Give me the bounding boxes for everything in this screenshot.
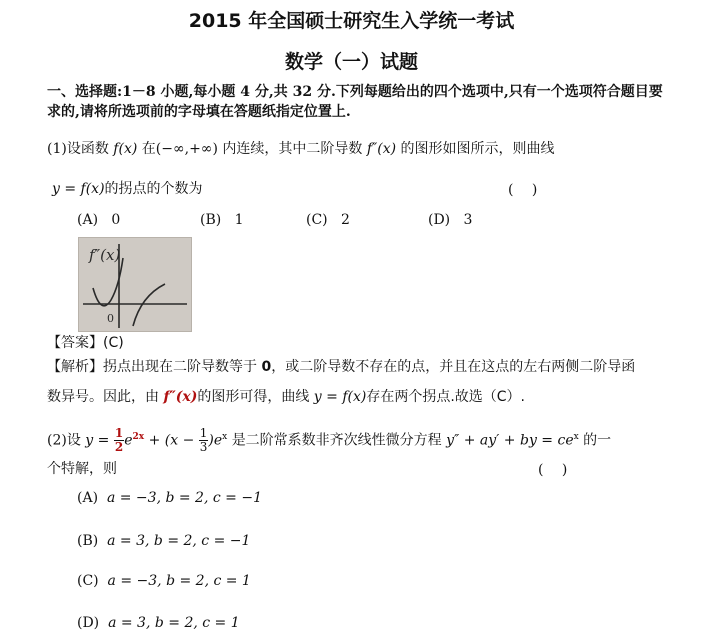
option-value: 3 <box>463 212 473 228</box>
analysis-fx: y = f(x) <box>313 389 367 405</box>
q2-e2x: e <box>124 432 133 449</box>
question-number: (1) <box>47 141 67 157</box>
question-number: (2) <box>47 432 67 449</box>
option-label: (D) <box>428 212 451 228</box>
q2-option-c <box>77 573 251 589</box>
option-label: (C) <box>306 212 328 228</box>
analysis-line2 <box>47 386 525 406</box>
option-value: 0 <box>111 212 121 228</box>
q2-ode: y″ + ay′ + by = ce <box>446 432 574 449</box>
exam-subtitle: 数学（一）试题 <box>284 51 418 73</box>
q1-text-b: 在 <box>141 141 156 157</box>
q2-option-a <box>77 490 262 506</box>
frac-denominator: 2 <box>114 440 124 455</box>
exam-title: 2015 年全国硕士研究生入学统一考试 <box>188 10 515 32</box>
q1-fx: f(x) <box>113 141 138 157</box>
q2-e2x-exp: 2x <box>132 432 145 442</box>
option-label: (A) <box>77 212 99 228</box>
option-label: (B) <box>77 533 99 549</box>
q2-text-b: 是二阶常系数非齐次线性微分方程 <box>231 432 442 449</box>
option-c <box>306 212 350 228</box>
question-1-line1 <box>47 139 555 159</box>
analysis-text-d: 的图形可得，曲线 <box>197 389 310 405</box>
frac-denominator: 3 <box>199 440 208 455</box>
answer-paren: ( ) <box>508 182 538 198</box>
graph-svg <box>79 238 191 331</box>
q1-curve: y = f(x) <box>52 181 105 197</box>
analysis-zero: 0 <box>261 359 272 375</box>
q2-ex: )e <box>208 432 223 449</box>
option-label: (B) <box>200 212 222 228</box>
option-value: 2 <box>341 212 350 228</box>
curve-right <box>133 284 165 326</box>
option-label: (C) <box>77 573 99 589</box>
option-value: a = −3, b = 2, c = −1 <box>106 490 262 506</box>
analysis-f2x: f″(x) <box>163 389 198 405</box>
question-2-line2: 个特解，则 <box>47 461 117 477</box>
q1-interval: (−∞,+∞) <box>155 141 218 157</box>
option-d <box>428 212 472 228</box>
answer-value: (C) <box>103 335 124 351</box>
q2-plus: + (x − <box>148 432 195 449</box>
second-derivative-graph <box>78 237 192 332</box>
frac-numerator: 1 <box>199 426 208 441</box>
answer-paren-2: ( ) <box>538 462 568 478</box>
question-1-line2 <box>52 179 203 199</box>
q2-option-d <box>77 615 240 631</box>
analysis-text-c: 数异号。因此，由 <box>47 389 159 405</box>
q1-text-d: 的图形如图所示，则曲线 <box>400 141 555 157</box>
graph-y-label: f″(x) <box>89 246 121 264</box>
option-value: a = 3, b = 2, c = −1 <box>107 533 251 549</box>
analysis-text-a: 拐点出现在二阶导数等于 <box>103 359 257 375</box>
option-a <box>77 212 120 228</box>
analysis-text-e: 存在两个拐点.故选（C）. <box>366 389 526 405</box>
q2-option-b <box>77 533 250 549</box>
q2-text-c: 的一 <box>583 432 612 449</box>
analysis-tag: 【解析】 <box>47 359 103 375</box>
option-label: (D) <box>77 615 100 631</box>
fraction-third <box>199 427 209 454</box>
option-b <box>200 212 244 228</box>
q1-text-a: 设函数 <box>66 141 109 157</box>
option-value: a = 3, b = 2, c = 1 <box>108 615 240 631</box>
analysis-line1 <box>47 356 635 376</box>
answer-line <box>47 332 124 352</box>
question-2-line1 <box>47 422 611 456</box>
q2-y-eq: y = <box>85 432 110 449</box>
frac-numerator: 1 <box>114 426 124 441</box>
q2-ex-exp: x <box>222 432 228 442</box>
q1-f2x: f″(x) <box>366 141 397 157</box>
option-value: 1 <box>234 212 244 228</box>
q2-text-a: 设 <box>66 432 81 449</box>
q1-text-c: 内连续，其中二阶导数 <box>222 141 363 157</box>
option-label: (A) <box>77 490 99 506</box>
q2-ode-exp: x <box>573 432 579 442</box>
q1-line2-b: 的拐点的个数为 <box>104 181 203 197</box>
analysis-text-b: ，或二阶导数不存在的点，并且在这点的左右两侧二阶导函 <box>271 359 636 375</box>
section-instructions-line2: 求的,请将所选项前的字母填在答题纸指定位置上. <box>47 104 351 120</box>
graph-origin-label: 0 <box>107 312 114 325</box>
section-instructions-line1: 一、选择题:1－8 小题,每小题 4 分,共 32 分.下列每题给出的四个选项中,只有一个选项符合题目要 <box>47 84 663 100</box>
answer-tag: 【答案】 <box>47 335 103 351</box>
option-value: a = −3, b = 2, c = 1 <box>107 573 251 589</box>
fraction-half <box>114 427 124 454</box>
